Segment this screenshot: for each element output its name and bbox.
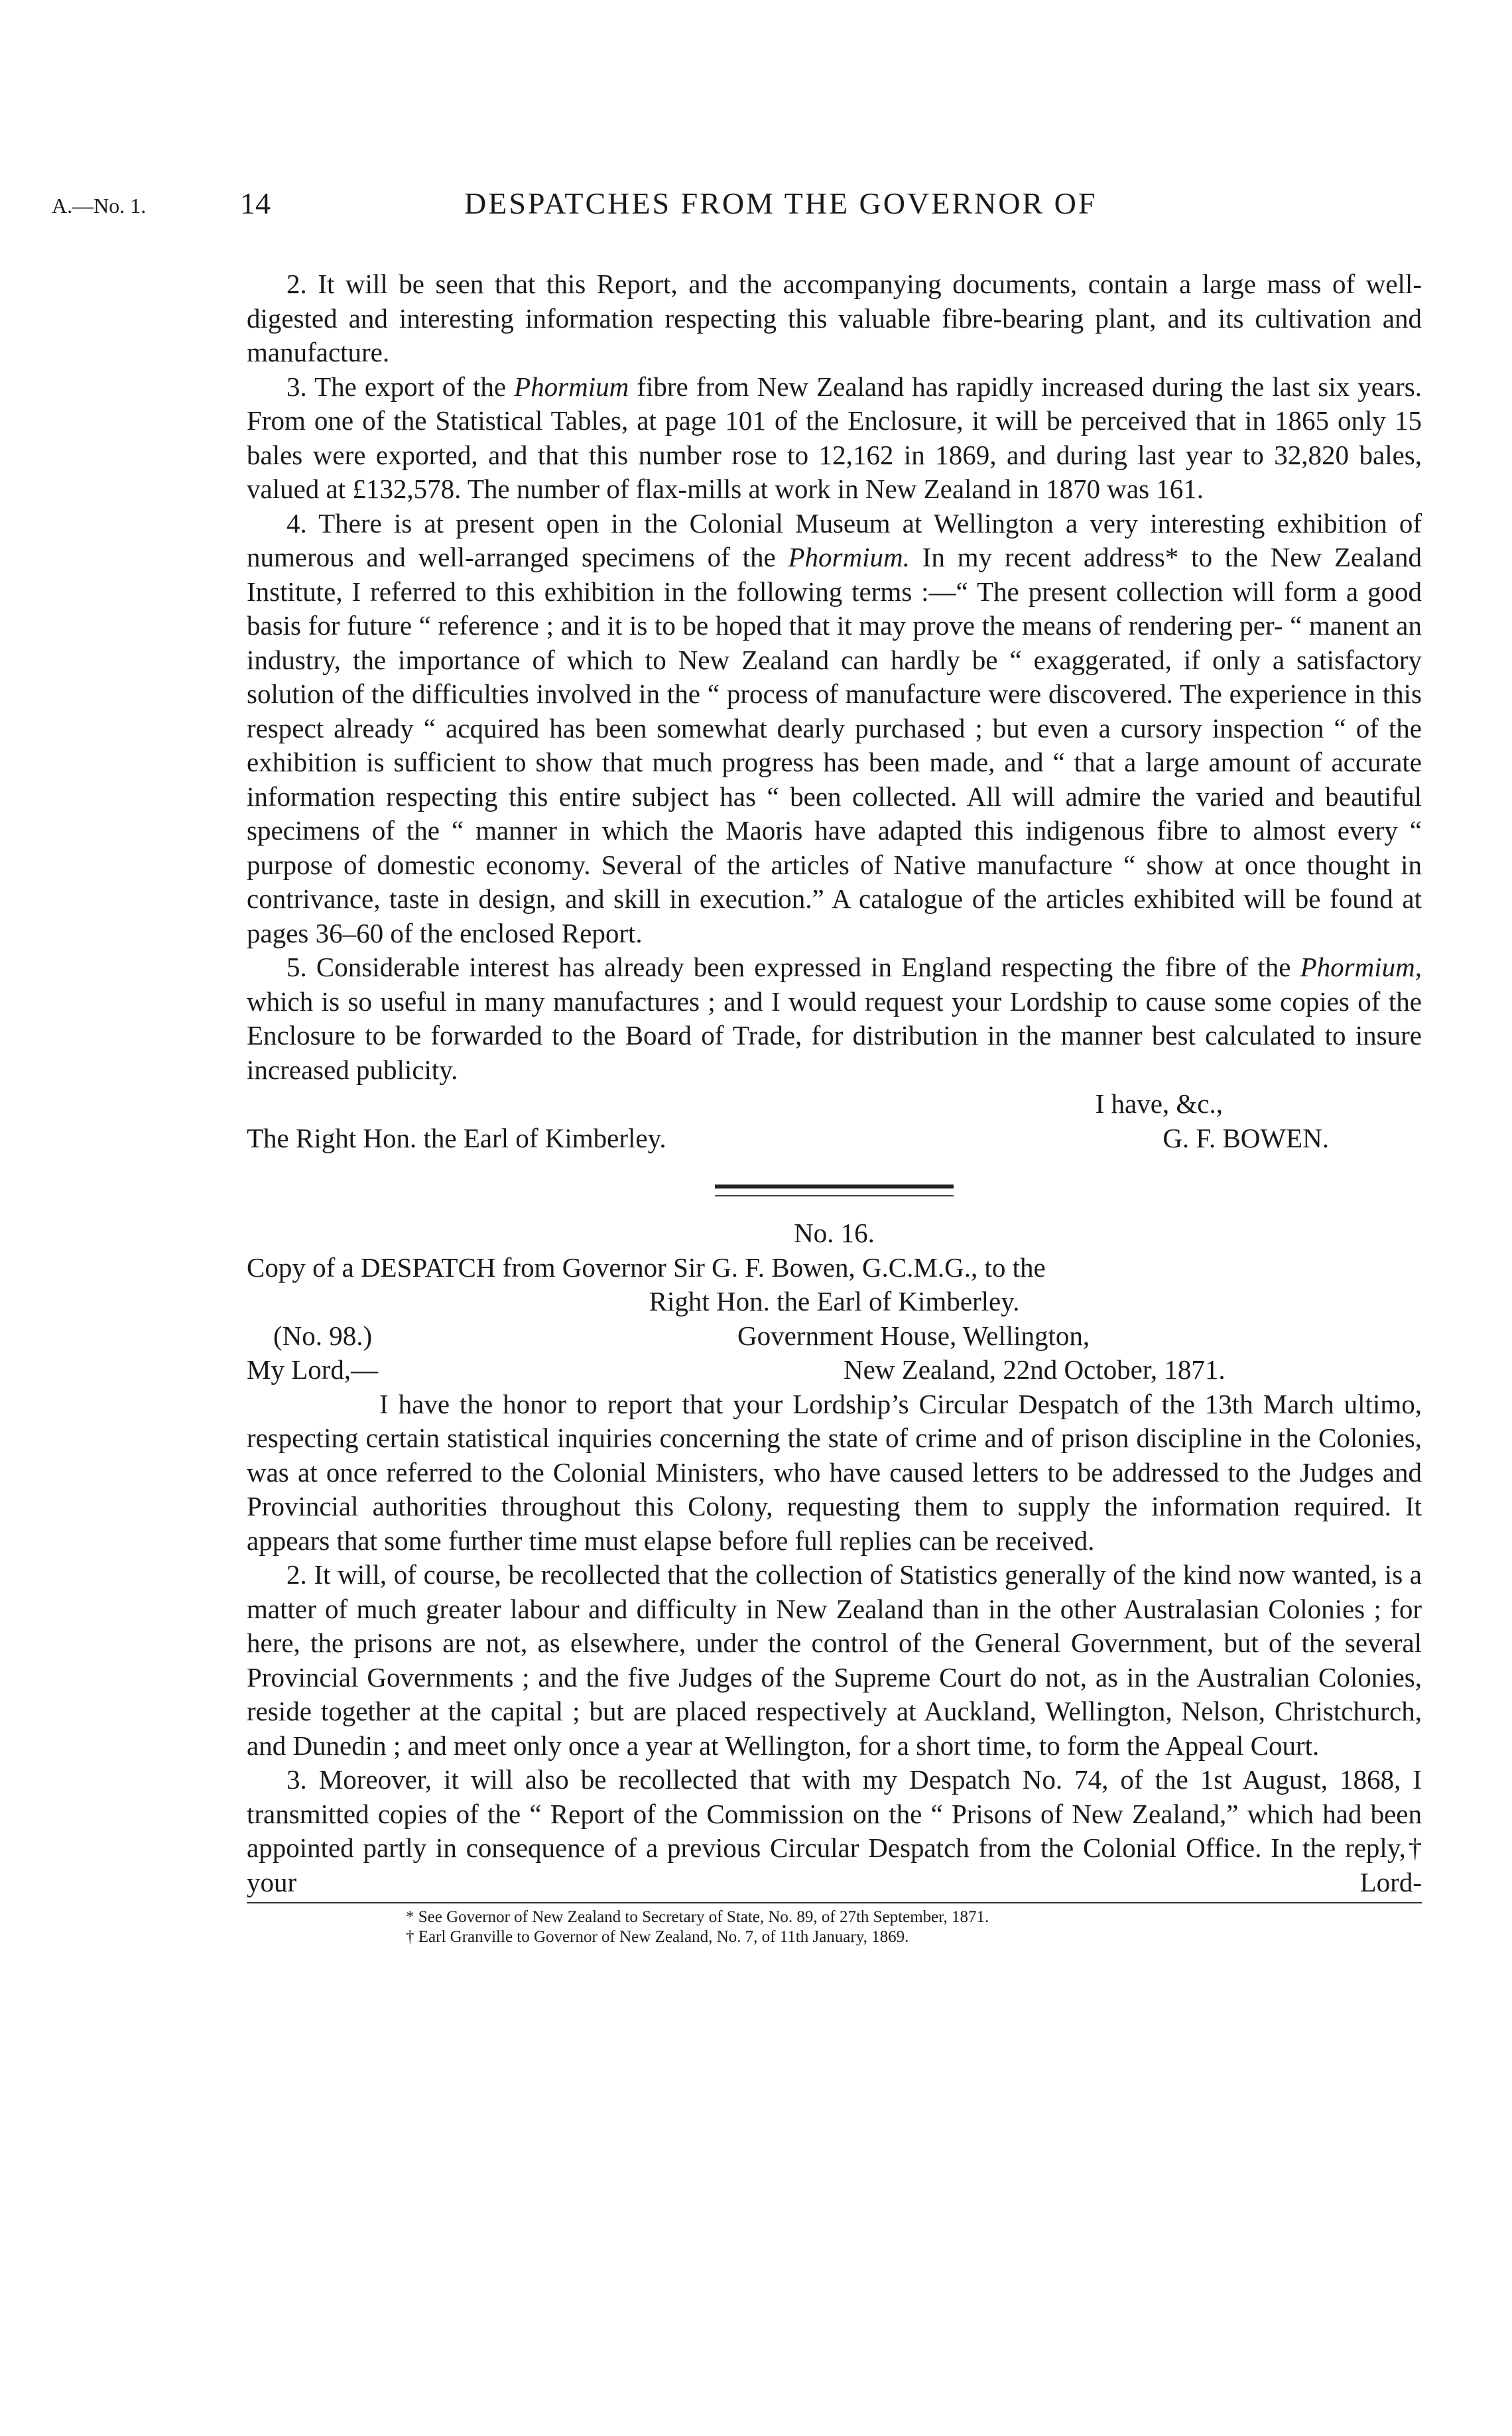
despatch-reference: (No. 98.) (273, 1320, 373, 1351)
first-despatch-paragraph-3: 3. The export of the Phormium fibre from New Zealand has rapidly increased during the last six years. From one of the Statistical Tables, at page 101 of the Enclosure, it will be perceived that in 1865 only 15 bales were exported, and that this number rose to 12,162 in 1869, and during last year to 32,820 bales, valued at £132,578. The number of flax-mills at work in New Zealand in 1870 was 161. (247, 371, 1422, 504)
despatch-title-line-1: Copy of a DESPATCH from Governor Sir G. F. Bowen, G.C.M.G., to the (247, 1251, 1046, 1283)
first-despatch-paragraph-2: 2. It will be seen that this Report, and the accompanying documents, contain a large mass of well-digested and interesting information respecting this valuable fibre-bearing plant, and its cultivation and manufacture. (247, 269, 1422, 367)
page-number: 14 (240, 186, 271, 220)
signature-row (247, 1122, 1422, 1156)
addressee: The Right Hon. the Earl of Kimberley. (247, 1122, 666, 1153)
address-line-2: New Zealand, 22nd October, 1871. (844, 1354, 1226, 1385)
document-body (247, 267, 1422, 1947)
footnote-2: † Earl Granville to Governor of New Zealand, No. 7, of 11th January, 1869. (406, 1928, 909, 1946)
running-header (0, 184, 1512, 224)
footnote-rule (247, 1902, 1422, 1903)
series-label: A.—No. 1. (52, 194, 147, 218)
section-divider-thick (715, 1185, 954, 1188)
second-despatch-paragraph-2: 2. It will, of course, be recollected that the collection of Statistics generally of the kind now wanted, is a matter of much greater labour and difficulty in New Zealand than in the other Australasian Colonies ; for here, the prisons are not, as elsewhere, under the control of the General Government, but of the several Provincial Governments ; and the five Judges of the Supreme Court do not, as in the Australian Colonies, reside together at the capital ; but are placed respectively at Auckland, Wellington, Nelson, Christchurch, and Dunedin ; and meet only once a year at Wellington, for a short time, to form the Appeal Court. (247, 1559, 1422, 1761)
footnotes (247, 1907, 1422, 1947)
closing-row (247, 1087, 1422, 1122)
address-row-1 (247, 1319, 1422, 1354)
address-row-2 (247, 1353, 1422, 1387)
salutation: My Lord,— (247, 1354, 379, 1385)
address-line-1: Government House, Wellington, (737, 1320, 1090, 1351)
first-despatch-paragraph-5: 5. Considerable interest has already been expressed in England respecting the fibre of the Phormium, which is so useful in many manufactures ; and I would request your Lordship to cause some copies of the Enclosure to be forwarded to the Board of Trade, for distribution in the manner best calculated to insure increased publicity. (247, 952, 1422, 1085)
despatch-title-line-2: Right Hon. the Earl of Kimberley. (649, 1286, 1020, 1316)
closing-phrase: I have, &c., (1095, 1088, 1223, 1119)
second-despatch-paragraph-1: I have the honor to report that your Lordship’s Circular Despatch of the 13th March ultimo, respecting certain statistical inquiries concerning the state of crime and of prison discipline in the Colonies, was at once referred to the Colonial Ministers, who have caused letters to be addressed to the Judges and Provincial authorities throughout this Colony, requesting them to supply the information required. It appears that some further time must elapse before full replies can be received. (247, 1388, 1422, 1556)
page-title: DESPATCHES FROM THE GOVERNOR OF (464, 186, 1098, 220)
despatch-number: No. 16. (794, 1218, 875, 1248)
section-divider-thin (715, 1195, 954, 1196)
signature: G. F. BOWEN. (1163, 1122, 1329, 1153)
second-despatch-paragraph-3: 3. Moreover, it will also be recollected that with my Despatch No. 74, of the 1st August, 1868, I transmitted copies of the “ Report of the Commission on the “ Prisons of New Zealand,” which had been appointed partly in consequence of a previous Circular Despatch from the Colonial Office. In the reply,† your Lord- (247, 1764, 1422, 1897)
footnote-1: * See Governor of New Zealand to Secretary of State, No. 89, of 27th September, 1871. (406, 1908, 989, 1926)
first-despatch-paragraph-4: 4. There is at present open in the Colonial Museum at Wellington a very interesting exhibition of numerous and well-arranged specimens of the Phormium. In my recent address* to the New Zealand Institute, I referred to this exhibition in the following terms :—“ The present collection will form a good basis for future “ reference ; and it is to be hoped that it may prove the means of rendering per- “ manent an industry, the importance of which to New Zealand can hardly be “ exaggerated, if only a satisfactory solution of the difficulties involved in the “ process of manufacture were discovered. The experience in this respect already “ acquired has been somewhat dearly purchased ; but even a cursory inspection “ of the exhibition is sufficient to show that much progress has been made, and “ that a large amount of accurate information respecting this entire subject has “ been collected. All will admire the varied and beautiful specimens of the “ manner in which the Maoris have adapted this indigenous fibre to almost every “ purpose of domestic economy. Several of the articles of Native manufacture “ show at once thought in contrivance, taste in design, and skill in execution.” A catalogue of the articles exhibited will be found at pages 36–60 of the enclosed Report. (247, 507, 1422, 948)
